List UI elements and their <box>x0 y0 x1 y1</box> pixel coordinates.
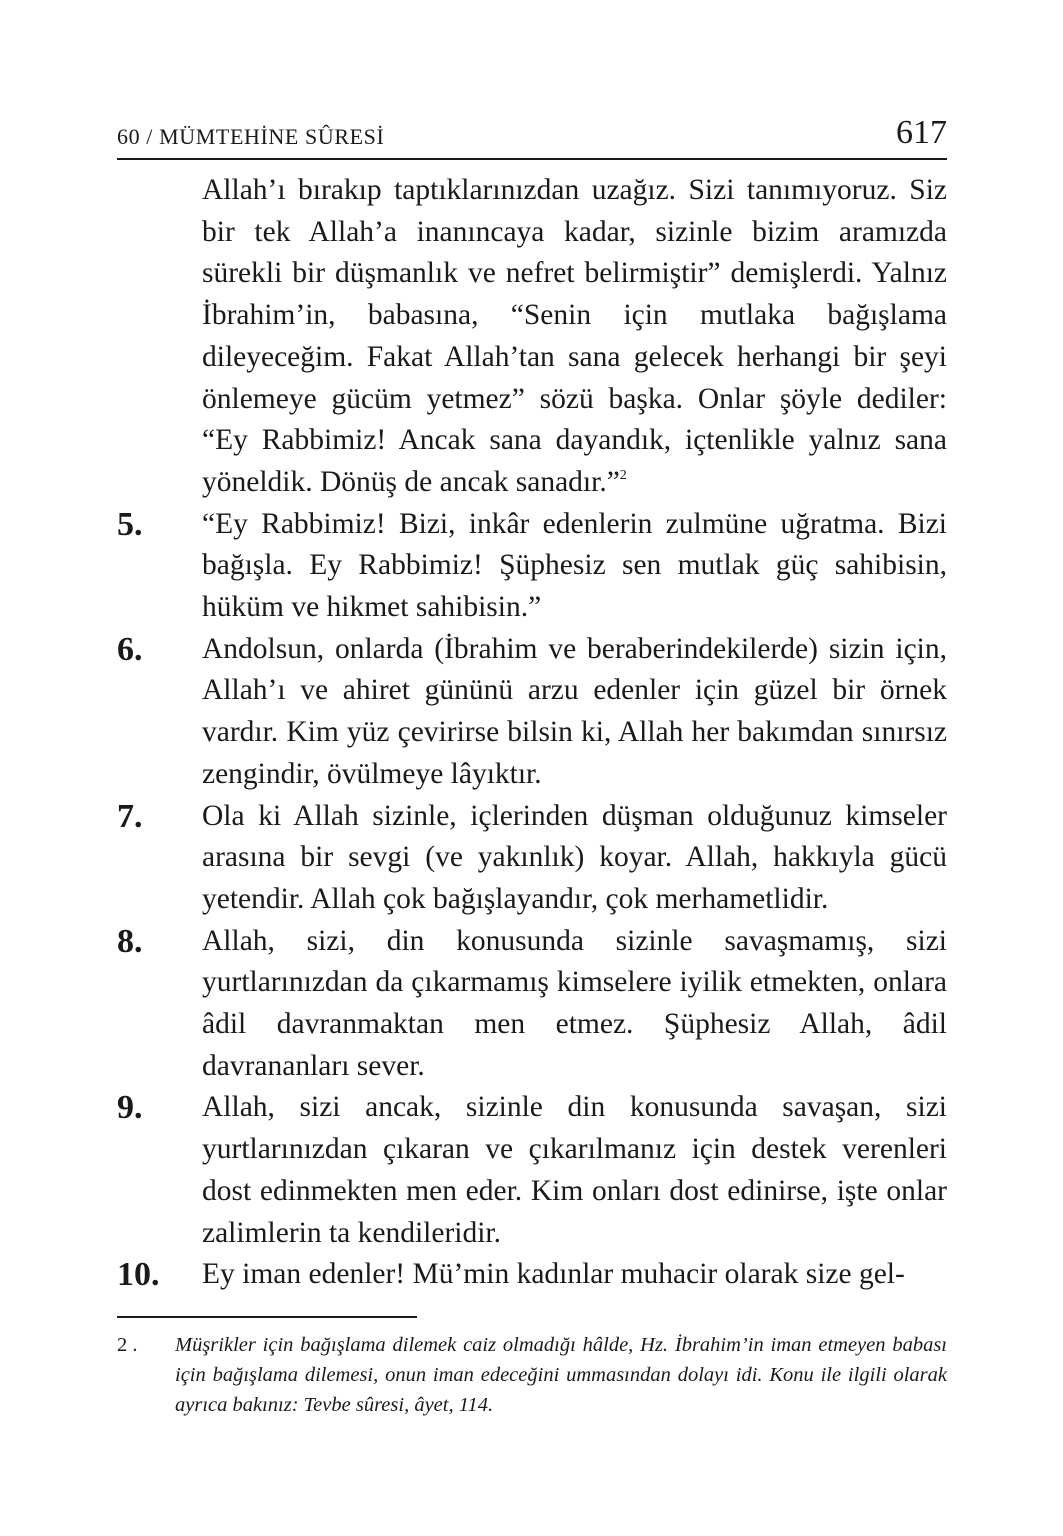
verse-text: “Ey Rabbimiz! Bizi, inkâr edenlerin zulmüne uğratma. Bizi bağışla. Ey Rabbimiz! Şüphesiz sen mutlak güç sahibisin, hüküm ve hikmet sahibisin.” <box>202 507 947 624</box>
footnote <box>117 1330 947 1420</box>
verse <box>117 921 947 1088</box>
verse <box>117 796 947 921</box>
verse <box>117 629 947 796</box>
verse-number: 9. <box>117 1089 143 1127</box>
footnote-text: Müşrikler için bağışlama dilemek caiz olmadığı hâlde, Hz. İbrahim’in iman etmeyen babası için bağışlama dilemesi, onun iman edeceğini ummasından dolayı idi. Konu ile ilgili olarak ayrıca bakınız: Tevbe sûresi, âyet, 114. <box>175 1334 947 1416</box>
verse <box>117 1254 947 1296</box>
verse-number: 8. <box>117 922 143 960</box>
running-header <box>117 112 947 160</box>
continued-verse-paragraph <box>117 170 947 504</box>
verse-text: Allah, sizi, din konusunda sizinle savaşmamış, sizi yurtlarınızdan da çıkarmamış kimselere iyilik etmekten, onlara âdil davranmaktan men etmez. Şüphesiz Allah, âdil davrananları sever. <box>202 924 947 1082</box>
main-text <box>117 170 947 1296</box>
page-number: 617 <box>896 114 947 151</box>
continued-verse-text: Allah’ı bırakıp taptıklarınızdan uzağız. Sizi tanımıyoruz. Siz bir tek Allah’a inanıncaya kadar, sizinle bizim aramızda sürekli bir düşmanlık ve nefret belirmiştir” demişlerdi. Yalnız İbrahim’in, babasına, “Senin için mutlaka bağışlama dileyeceğim. Fakat Allah’tan sana gelecek herhangi bir şeyi önlemeye gücüm yetmez” sözü başka. Onlar şöyle dediler: “Ey Rabbimiz! Ancak sana dayandık, içtenlikle yalnız sana yöneldik. Dönüş de ancak sanadır.” <box>202 174 947 498</box>
verse-number: 6. <box>117 630 143 668</box>
verse <box>117 1087 947 1254</box>
verse-number: 7. <box>117 797 143 835</box>
verse <box>117 504 947 629</box>
verse-text: Allah, sizi ancak, sizinle din konusunda savaşan, sizi yurtlarınızdan çıkaran ve çıkarılmanız için destek verenleri dost edinmekten men eder. Kim onları dost edinirse, işte onlar zalimlerin ta kendileridir. <box>202 1091 947 1249</box>
verse-number: 5. <box>117 505 143 543</box>
verse-text: Ola ki Allah sizinle, içlerinden düşman olduğunuz kimseler arasına bir sevgi (ve yakınlık) koyar. Allah, hakkıyla gücü yetendir. Allah çok bağışlayandır, çok merhametlidir. <box>202 799 947 915</box>
footnote-reference: 2 <box>619 467 627 483</box>
verse-number: 10. <box>117 1256 160 1294</box>
verse-text: Ey iman edenler! Mü’min kadınlar muhacir olarak size gel- <box>202 1258 905 1291</box>
footnote-divider <box>117 1316 417 1318</box>
running-title: 60 / MÜMTEHİNE SÛRESİ <box>117 124 385 149</box>
footnote-number: 2 . <box>117 1334 138 1356</box>
verse-text: Andolsun, onlarda (İbrahim ve beraberindekilerde) sizin için, Allah’ı ve ahiret gününü arzu edenler için güzel bir örnek vardır. Kim yüz çevirirse bilsin ki, Allah her bakımdan sınırsız zengindir, övülmeye lâyıktır. <box>202 632 947 790</box>
